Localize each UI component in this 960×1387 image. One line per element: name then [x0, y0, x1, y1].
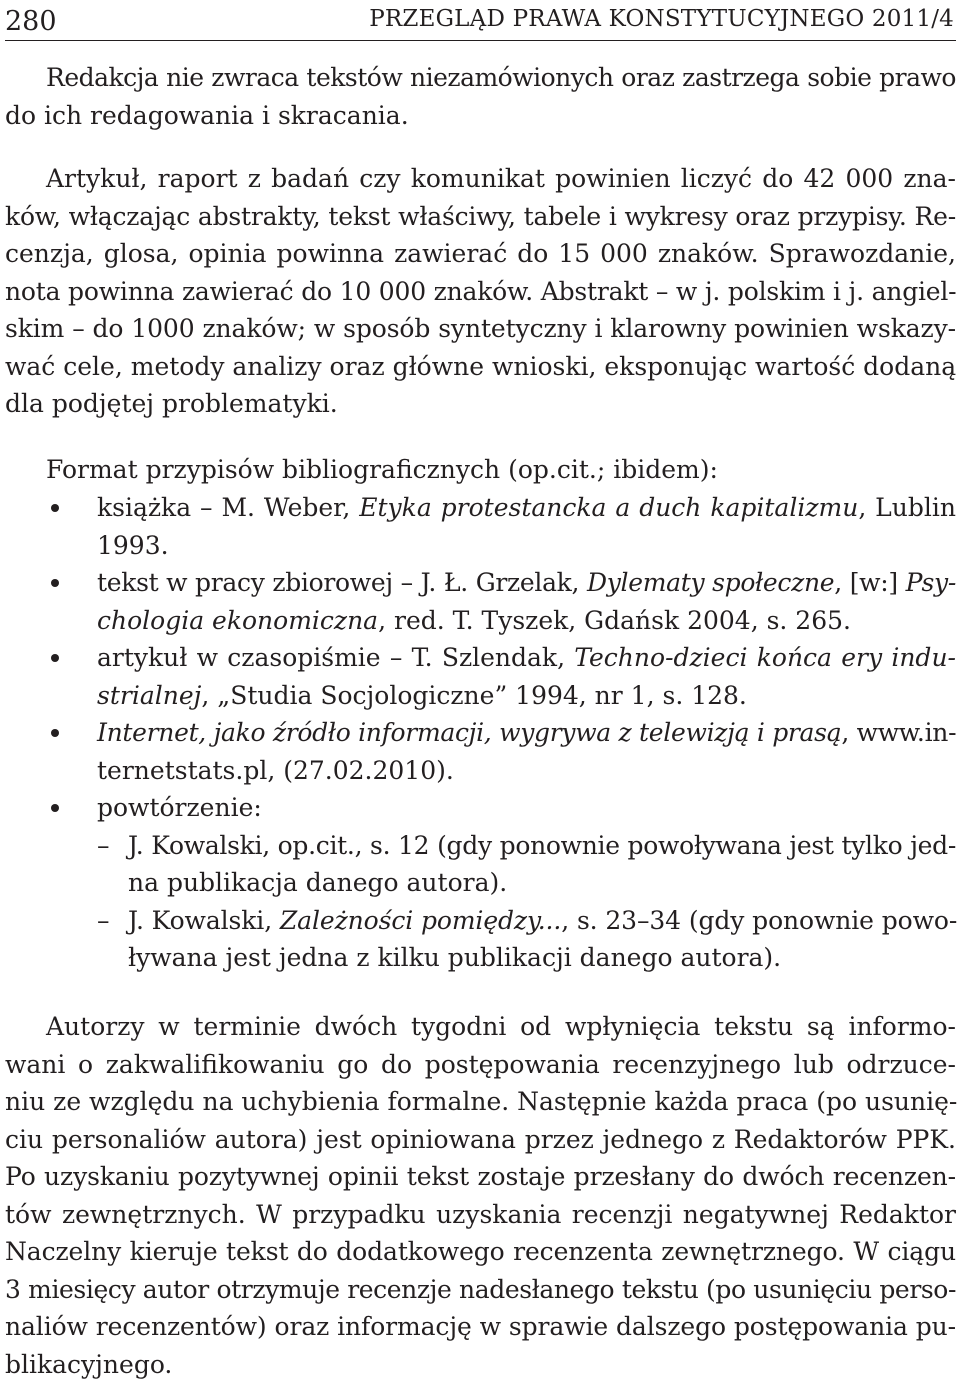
- text-line: Po uzyskaniu pozytywnej opinii tekst zostaje przesłany do dwóch recenzen-: [5, 1162, 956, 1191]
- text-line: Autorzy w terminie dwóch tygodni od wpłynięcia tekstu są informo-: [46, 1012, 956, 1041]
- dash-marker: –: [97, 905, 110, 935]
- text-line: wać cele, metody analizy oraz główne wnioski, eksponując wartość dodaną: [5, 351, 957, 381]
- text-line: ków, włączając abstrakty, tekst właściwy, tabele i wykresy oraz przypisy. Re-: [5, 201, 956, 231]
- paragraph-editorial-rights: [5, 59, 956, 134]
- text-line: nota powinna zawierać do 10 000 znaków. Abstrakt – w j. polskim i j. angiel-: [5, 276, 957, 306]
- text-line: cenzja, glosa, opinia powinna zawierać do 15 000 znaków. Sprawozdanie,: [5, 239, 956, 268]
- format-heading: Format przypisów bibliograficznych (op.cit.; ibidem):: [46, 455, 718, 484]
- text-line: Artykuł, raport z badań czy komunikat powinien liczyć do 42 000 zna-: [46, 164, 956, 193]
- list-item-collective-work: tekst w pracy zbiorowej – J. Ł. Grzelak, Dylematy społeczne, [w:] Psy- chologia ekonomiczna, red. T. Tyszek, Gdańsk 2004, s. 265.: [0, 564, 956, 639]
- journal-title: PRZEGLĄD PRAWA KONSTYTUCYJNEGO 2011/4: [369, 6, 954, 32]
- list-item-book: książka – M. Weber, Etyka protestancka a duch kapitalizmu, Lublin 1993.: [0, 489, 956, 564]
- reference-format-list: [0, 489, 956, 977]
- sublist-item-multiple-publications: – J. Kowalski, Zależności pomiędzy..., s. 23–34 (gdy ponownie powo- ływana jest jedna z kilku publikacji danego autora).: [0, 902, 956, 977]
- text-line: do ich redagowania i skracania.: [5, 100, 409, 130]
- text-line: ciu personaliów autora) jest opiniowana przez jednego z Redaktorów PPK.: [5, 1124, 956, 1154]
- list-item-repetition: powtórzenie:: [0, 789, 956, 827]
- sublist-item-single-publication: – J. Kowalski, op.cit., s. 12 (gdy ponownie powoływana jest tylko jed- na publikacja danego autora).: [0, 827, 956, 902]
- text-line: Naczelny kieruje tekst do dodatkowego recenzenta zewnętrznego. W ciągu: [5, 1237, 956, 1266]
- list-item-journal-article: artykuł w czasopiśmie – T. Szlendak, Techno-dzieci końca ery indu- strialnej, „Studia Socjologiczne” 1994, nr 1, s. 128.: [0, 639, 956, 714]
- text-line: naliów recenzentów) oraz informację w sprawie dalszego postępowania pu-: [5, 1312, 956, 1341]
- text-line: wani o zakwalifikowaniu go do postępowania recenzyjnego lub odrzuce-: [5, 1049, 956, 1079]
- bullet-icon: [51, 579, 59, 587]
- text-line: Redakcja nie zwraca tekstów niezamówionych oraz zastrzega sobie prawo: [46, 63, 956, 92]
- running-header: [5, 4, 956, 41]
- bullet-icon: [51, 654, 59, 662]
- text-line: niu ze względu na uchybienia formalne. Następnie każda praca (po usunię-: [5, 1087, 958, 1116]
- paragraph-review-process: [5, 1008, 956, 1383]
- paragraph-length-limits: [5, 160, 956, 423]
- text-line: tów zewnętrznych. W przypadku uzyskania recenzji negatywnej Redaktor: [5, 1199, 956, 1229]
- bullet-icon: [51, 504, 59, 512]
- bullet-icon: [51, 729, 59, 737]
- text-line: blikacyjnego.: [5, 1349, 173, 1379]
- bullet-icon: [51, 804, 59, 812]
- page-number: 280: [5, 6, 57, 37]
- text-line: dla podjętej problematyki.: [5, 389, 338, 418]
- text-line: 3 miesięcy autor otrzymuje recenzje nadesłanego tekstu (po usunięciu perso-: [5, 1274, 956, 1304]
- dash-marker: –: [97, 830, 110, 860]
- text-line: skim – do 1000 znaków; w sposób syntetyczny i klarowny powinien wskazy-: [5, 314, 956, 343]
- list-item-internet: Internet, jako źródło informacji, wygrywa z telewizją i prasą, www.in- ternetstats.pl, (27.02.2010).: [0, 714, 956, 789]
